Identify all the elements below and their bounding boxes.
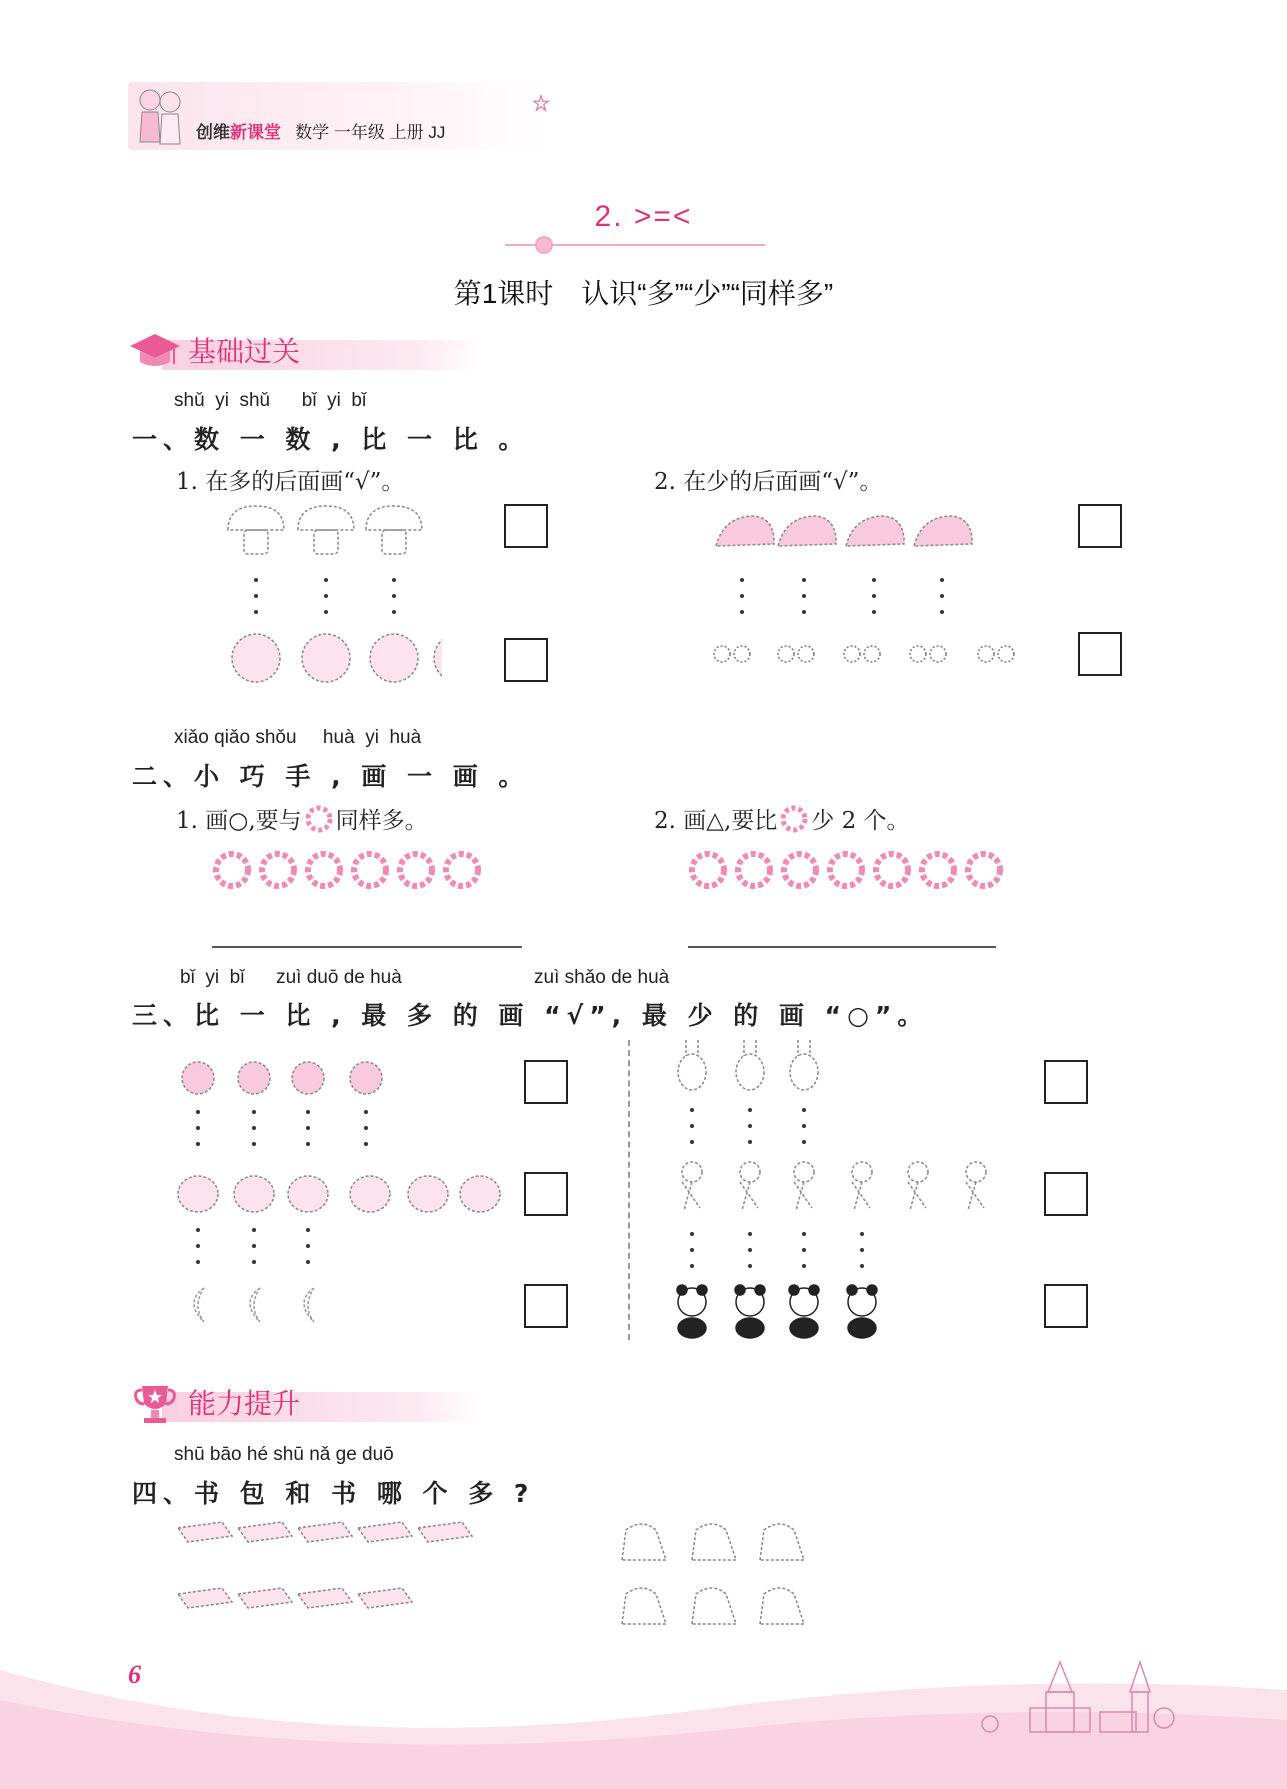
q1-pinyin: shǔ yi shǔ bǐ yi bǐ [174, 390, 367, 411]
q1-title: 一、数 一 数 , 比 一 比 。 [132, 425, 530, 454]
answer-box-mushrooms[interactable] [504, 504, 548, 548]
banner-basic-label: 基础过关 [188, 336, 301, 367]
peach-half-icon [178, 1176, 500, 1212]
dashed-divider [628, 1040, 630, 1340]
brand-name-part2: 新课堂 [230, 123, 281, 142]
q2-sub1 [176, 802, 428, 835]
trophy-icon [132, 1382, 178, 1426]
moon-icon [194, 1288, 314, 1322]
answer-box-rabbits[interactable] [1044, 1060, 1088, 1104]
banner-advanced [128, 1378, 488, 1424]
peach-icon [232, 634, 442, 682]
kids-logo-icon [130, 82, 190, 152]
q2-sub2-text-a: 2. 画△,要比 [654, 808, 778, 834]
header-text [196, 118, 445, 143]
answer-box-peach-halves[interactable] [524, 1172, 568, 1216]
q2-sub1-text-b: 同样多。 [335, 808, 428, 834]
q3-pinyin-2: zuì shǎo de huà [534, 967, 670, 988]
q3-left-picture [170, 1050, 520, 1330]
q2-pinyin: xiǎo qiǎo shǒu huà yi huà [174, 727, 422, 748]
lesson-title: 第1课时 认识“多”“少”“同样多” [453, 278, 834, 309]
answer-line-right[interactable] [688, 946, 996, 948]
flower-icon [777, 804, 811, 834]
subject-info: 数学 一年级 上册 JJ [295, 123, 446, 142]
apple-icon [182, 1062, 382, 1094]
section-title: 2. >=< [594, 200, 693, 233]
q4-pinyin: shū bāo hé shū nǎ ge duō [174, 1444, 394, 1465]
q2-sub2 [654, 802, 910, 835]
flower-icon [302, 804, 336, 834]
answer-box-monkeys[interactable] [1044, 1172, 1088, 1216]
answer-box-glasses[interactable] [1078, 632, 1122, 676]
graduation-cap-icon [128, 330, 182, 372]
monkey-icon [682, 1162, 986, 1210]
peach-icon [428, 630, 458, 690]
answer-box-pandas[interactable] [1044, 1284, 1088, 1328]
rabbit-icon [678, 1040, 818, 1090]
q1-left-picture [222, 500, 442, 690]
panda-icon [677, 1285, 877, 1338]
q2-sub1-text-a: 1. 画○,要与 [176, 808, 302, 834]
q1-sub1: 1. 在多的后面画“√”。 [176, 469, 405, 495]
q1-right-picture [710, 508, 1040, 668]
q2-title: 二、小 巧 手 , 画 一 画 。 [132, 762, 530, 791]
answer-line-left[interactable] [212, 946, 522, 948]
banner-basic [128, 326, 488, 372]
q4-title: 四、书 包 和 书 哪 个 多 ? [132, 1479, 535, 1508]
book-icon [178, 1522, 472, 1608]
mushroom-icon [228, 506, 422, 554]
answer-box-caps[interactable] [1078, 504, 1122, 548]
brand-name-part1: 创维 [196, 123, 230, 142]
q2-sub2-text-b: 少 2 个。 [811, 808, 910, 834]
banner-advanced-label: 能力提升 [188, 1388, 301, 1419]
q3-pinyin-1: bǐ yi bǐ zuì duō de huà [180, 967, 402, 988]
answer-box-moons[interactable] [524, 1284, 568, 1328]
cap-icon [716, 516, 972, 546]
flower-row-right [686, 848, 1006, 892]
answer-box-apples[interactable] [524, 1060, 568, 1104]
answer-box-peaches[interactable] [504, 638, 548, 682]
q3-right-picture [670, 1036, 1010, 1346]
star-icon [532, 94, 550, 112]
page-number: 6 [128, 1660, 141, 1689]
q1-sub2: 2. 在少的后面画“√”。 [654, 469, 883, 495]
flower-row-left [210, 848, 490, 892]
section-dot [535, 236, 553, 254]
castle-icon [960, 1652, 1190, 1748]
glasses-icon [714, 646, 1014, 662]
q3-title: 三、比 一 比 , 最 多 的 画 “√”, 最 少 的 画 “○”。 [132, 1001, 929, 1030]
